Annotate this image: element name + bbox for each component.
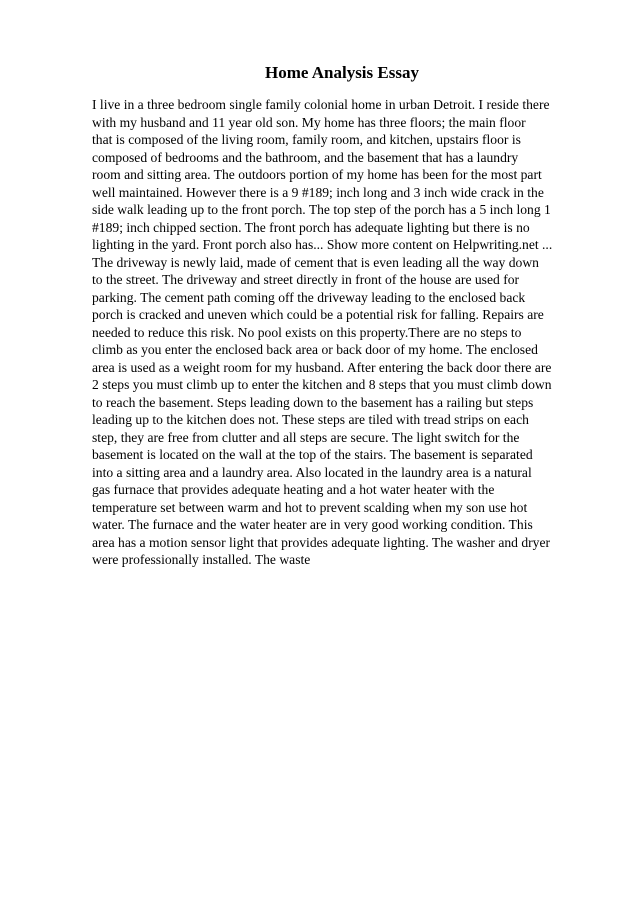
essay-line: well maintained. However there is a 9 #189; inch long and 3 inch wide crack in the [92,184,544,200]
essay-line: into a sitting area and a laundry area. Also located in the laundry area is a natural [92,464,532,480]
page-title: Home Analysis Essay [265,63,419,82]
essay-line: leading up to the kitchen does not. These steps are tiled with tread strips on each [92,412,529,427]
essay-line: 2 steps you must climb up to enter the kitchen and 8 steps that you must climb down [92,377,552,392]
essay-line: composed of bedrooms and the bathroom, and the basement that has a laundry [92,149,519,165]
essay-line: #189; inch chipped section. The front porch has adequate lighting but there is no [92,219,530,235]
essay-line: to the street. The driveway and street directly in front of the house are used for [92,272,520,287]
essay-line: basement is located on the wall at the top of the stairs. The basement is separated [92,447,533,462]
essay-line: The driveway is newly laid, made of cement that is even leading all the way down [92,254,539,270]
essay-line: parking. The cement path coming off the driveway leading to the enclosed back [92,289,526,305]
essay-line: I live in a three bedroom single family colonial home in urban Detroit. I reside there [92,97,550,112]
essay-line: water. The furnace and the water heater are in very good working condition. This [92,517,533,532]
essay-body [92,96,592,569]
essay-line: area has a motion sensor light that provides adequate lighting. The washer and dryer [92,534,551,550]
essay-line: lighting in the yard. Front porch also has... Show more content on Helpwriting.net ... [92,237,553,252]
essay-line: were professionally installed. The waste [92,552,311,567]
essay-line: side walk leading up to the front porch. The top step of the porch has a 5 inch long 1 [92,202,551,217]
essay-line: climb as you enter the enclosed back area or back door of my home. The enclosed [92,342,538,357]
essay-line: temperature set between warm and hot to prevent scalding when my son use hot [92,499,528,515]
essay-line: that is composed of the living room, family room, and kitchen, upstairs floor is [92,132,521,147]
essay-line: step, they are free from clutter and all steps are secure. The light switch for the [92,429,520,445]
essay-line: to reach the basement. Steps leading down to the basement has a railing but steps [92,394,534,410]
essay-line: porch is cracked and uneven which could be a potential risk for falling. Repairs are [92,307,544,322]
essay-line: room and sitting area. The outdoors portion of my home has been for the most part [92,167,542,182]
essay-line: area is used as a weight room for my husband. After entering the back door there are [92,359,552,375]
essay-line: gas furnace that provides adequate heating and a hot water heater with the [92,482,495,497]
essay-line: with my husband and 11 year old son. My home has three floors; the main floor [92,114,526,130]
essay-line: needed to reduce this risk. No pool exists on this property.There are no steps to [92,324,522,340]
